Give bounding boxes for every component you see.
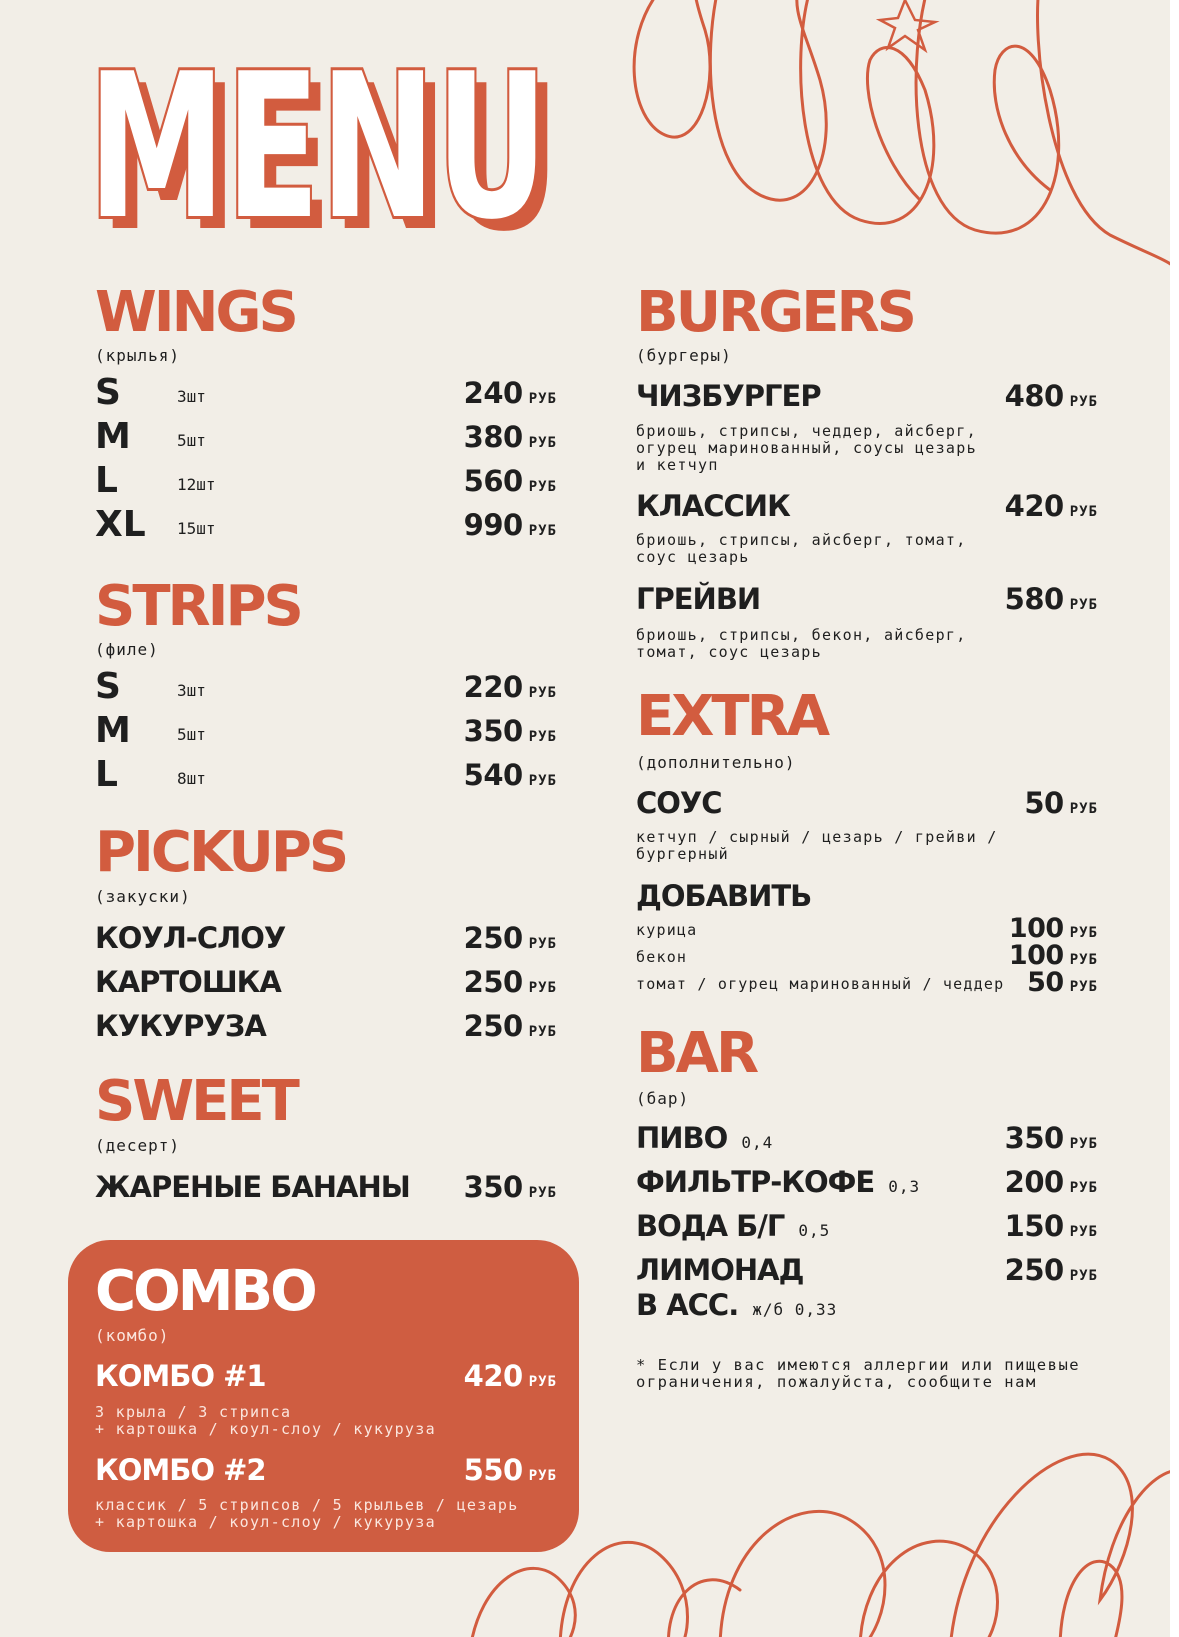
qty-label: 3шт <box>177 387 206 406</box>
burgers-subtitle: (бургеры) <box>636 346 732 365</box>
item-name: КОУЛ-СЛОУ <box>95 921 286 955</box>
extra-title: EXTRA <box>636 684 828 749</box>
pickups-item <box>95 962 557 1002</box>
price: 250 РУБ <box>463 1009 557 1043</box>
qty-label: 5шт <box>177 431 206 450</box>
top-scribble-3 <box>801 0 934 223</box>
wings-subtitle: (крылья) <box>95 346 181 365</box>
volume: 0,4 <box>741 1133 774 1152</box>
qty-label: 5шт <box>177 725 206 744</box>
price: 560 РУБ <box>463 464 557 498</box>
top-scribble-1 <box>634 0 710 137</box>
top-scribble-2 <box>710 0 826 200</box>
price: 240 РУБ <box>463 376 557 410</box>
add-label: бекон <box>636 948 688 966</box>
item-name: ГРЕЙВИ <box>636 582 761 616</box>
allergy-footnote: * Если у вас имеются аллергии или пищевые ограничения, пожалуйста, сообщите нам <box>636 1356 1081 1391</box>
size-label: L <box>95 460 118 501</box>
pickups-item <box>95 1006 557 1046</box>
bar-title: BAR <box>636 1021 757 1086</box>
pickups-subtitle: (закуски) <box>95 887 191 906</box>
strips-item <box>95 711 557 751</box>
combo-item-description: 3 крыла / 3 стрипса + картошка / коул-слоу / кукуруза <box>95 1403 436 1438</box>
add-label: курица <box>636 921 698 939</box>
combo-title: COMBO <box>95 1259 315 1324</box>
burger-item <box>636 486 1098 526</box>
add-label: томат / огурец маринованный / чеддер <box>636 975 1005 993</box>
price: 50 РУБ <box>1027 967 1098 998</box>
item-name: СОУС <box>636 786 722 820</box>
wings-title: WINGS <box>95 280 296 345</box>
bottom-scribble-1 <box>470 1568 575 1637</box>
item-name: В АСС. ж/б 0,33 <box>636 1288 838 1322</box>
burger-item <box>636 579 1098 619</box>
size-label: M <box>95 416 131 457</box>
item-name: ЛИМОНАД <box>636 1253 804 1287</box>
price: 200 РУБ <box>1004 1165 1098 1199</box>
price: 580 РУБ <box>1004 582 1098 616</box>
qty-label: 3шт <box>177 681 206 700</box>
burger-description: бриошь, стрипсы, айсберг, томат, соус цезарь <box>636 531 967 566</box>
combo-panel <box>68 1240 579 1552</box>
price: 480 РУБ <box>1004 379 1098 413</box>
size-label: L <box>95 754 118 795</box>
combo-item-description: классик / 5 стрипсов / 5 крыльев / цезарь + картошка / коул-слоу / кукуруза <box>95 1496 519 1531</box>
price: 250 РУБ <box>463 965 557 999</box>
item-name: КЛАССИК <box>636 489 790 523</box>
wings-item <box>95 461 557 501</box>
price: 250 РУБ <box>1004 1253 1098 1287</box>
wings-item <box>95 373 557 413</box>
qty-label: 15шт <box>177 519 216 538</box>
price: 420 РУБ <box>1004 489 1098 523</box>
strips-item <box>95 755 557 795</box>
bottom-scribble-4 <box>950 1454 1170 1637</box>
price: 350 РУБ <box>463 1170 557 1204</box>
price: 220 РУБ <box>463 670 557 704</box>
burger-description: бриошь, стрипсы, чеддер, айсберг, огурец маринованный, соусы цезарь и кетчуп <box>636 422 977 474</box>
wings-item <box>95 417 557 457</box>
price: 550 РУБ <box>463 1453 557 1487</box>
item-name: ЖАРЕНЫЕ БАНАНЫ <box>95 1170 410 1204</box>
price: 350 РУБ <box>463 714 557 748</box>
price: 50 РУБ <box>1024 786 1098 820</box>
bar-subtitle: (бар) <box>636 1089 690 1108</box>
volume: 0,5 <box>798 1221 831 1240</box>
price: 540 РУБ <box>463 758 557 792</box>
combo-item <box>95 1356 557 1396</box>
wings-item <box>95 505 557 545</box>
bottom-scribble-5 <box>1060 1561 1122 1637</box>
bar-item <box>636 1118 1098 1158</box>
sweet-title: SWEET <box>95 1069 297 1134</box>
item-name: КОМБО #1 <box>95 1359 266 1393</box>
bottom-scribble-3 <box>720 1511 998 1637</box>
burger-description: бриошь, стрипсы, бекон, айсберг, томат, соус цезарь <box>636 626 967 661</box>
bar-item <box>636 1250 1098 1290</box>
item-name: ДОБАВИТЬ <box>636 879 812 913</box>
add-option <box>636 915 1098 943</box>
logo-shadow: MENU <box>100 43 560 250</box>
price: 100 РУБ <box>1008 940 1098 971</box>
burgers-title: BURGERS <box>636 280 914 345</box>
item-name: ПИВО 0,4 <box>636 1121 774 1155</box>
item-name: КУКУРУЗА <box>95 1009 266 1043</box>
item-name: ВОДА Б/Г 0,5 <box>636 1209 831 1243</box>
strips-subtitle: (филе) <box>95 640 159 659</box>
add-option <box>636 942 1098 970</box>
size-label: M <box>95 710 131 751</box>
volume: ж/б 0,33 <box>752 1300 838 1319</box>
item-name: КАРТОШКА <box>95 965 281 999</box>
size-label: XL <box>95 504 146 545</box>
combo-subtitle: (комбо) <box>95 1326 170 1345</box>
price: 990 РУБ <box>463 508 557 542</box>
item-name: КОМБО #2 <box>95 1453 266 1487</box>
qty-label: 12шт <box>177 475 216 494</box>
pickups-item <box>95 918 557 958</box>
price: 420 РУБ <box>463 1359 557 1393</box>
item-name: ЧИЗБУРГЕР <box>636 379 821 413</box>
strips-item <box>95 667 557 707</box>
volume: 0,3 <box>888 1177 921 1196</box>
extra-add <box>636 876 1098 916</box>
add-option <box>636 969 1098 997</box>
extra-sauce <box>636 783 1098 823</box>
strips-title: STRIPS <box>95 574 301 639</box>
bar-item <box>636 1206 1098 1246</box>
menu-logo <box>72 40 572 250</box>
extra-subtitle: (дополнительно) <box>636 753 796 772</box>
price: 100 РУБ <box>1008 913 1098 944</box>
qty-label: 8шт <box>177 769 206 788</box>
burger-item <box>636 376 1098 416</box>
item-name: ФИЛЬТР-КОФЕ 0,3 <box>636 1165 921 1199</box>
pickups-title: PICKUPS <box>95 820 347 885</box>
size-label: S <box>95 372 121 413</box>
sweet-item <box>95 1167 557 1207</box>
sweet-subtitle: (десерт) <box>95 1136 181 1155</box>
combo-item <box>95 1450 557 1490</box>
logo-text: MENU <box>88 40 548 250</box>
bar-item-second-line <box>636 1285 1098 1325</box>
price: 150 РУБ <box>1004 1209 1098 1243</box>
bar-item <box>636 1162 1098 1202</box>
price: 350 РУБ <box>1004 1121 1098 1155</box>
price: 380 РУБ <box>463 420 557 454</box>
top-star <box>880 0 935 50</box>
price: 250 РУБ <box>463 921 557 955</box>
bottom-scribble-2 <box>560 1542 740 1637</box>
sauce-description: кетчуп / сырный / цезарь / грейви / бургерный <box>636 828 998 863</box>
size-label: S <box>95 666 121 707</box>
